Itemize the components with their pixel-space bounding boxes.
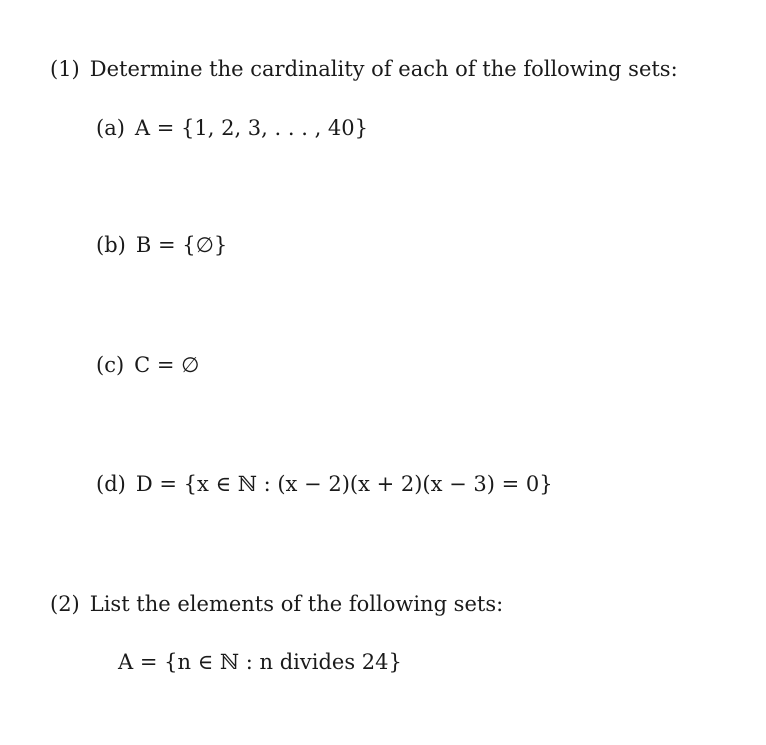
question-1c xyxy=(96,352,199,378)
part-b-label: (b) xyxy=(96,233,126,257)
question-1-heading xyxy=(50,56,678,82)
question-2-expression: A = {n ∈ ℕ : n divides 24} xyxy=(118,650,402,674)
part-c-label: (c) xyxy=(96,353,125,377)
part-d-expression: D = {x ∈ ℕ : (x − 2)(x + 2)(x − 3) = 0} xyxy=(135,472,553,496)
part-d-label: (d) xyxy=(96,472,126,496)
question-1-number: (1) xyxy=(50,57,80,81)
question-2-number: (2) xyxy=(50,592,80,616)
part-a-label: (a) xyxy=(96,116,125,140)
question-1b xyxy=(96,232,227,258)
part-b-expression: B = {∅} xyxy=(135,233,228,257)
question-2-heading xyxy=(50,591,503,617)
part-c-expression: C = ∅ xyxy=(134,353,200,377)
question-1a xyxy=(96,115,368,141)
part-a-expression: A = {1, 2, 3, . . . , 40} xyxy=(134,116,368,140)
question-1-prompt: Determine the cardinality of each of the following sets: xyxy=(89,57,678,81)
question-2-prompt: List the elements of the following sets: xyxy=(89,592,504,616)
question-1d xyxy=(96,471,553,497)
